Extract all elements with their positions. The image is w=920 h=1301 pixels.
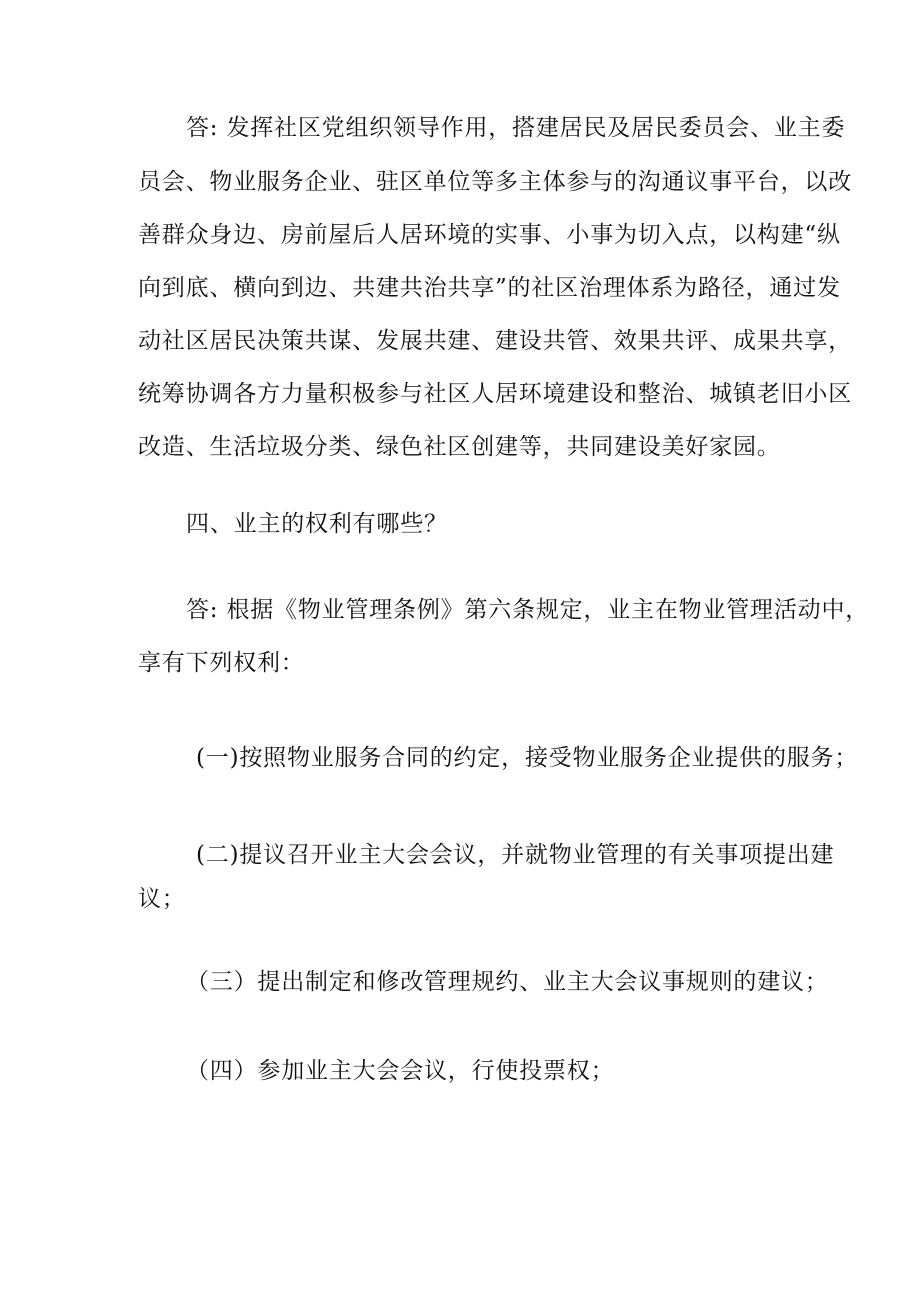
paragraph2-line1: 答: 根据《物业管理条例》第六条规定，业主在物业管理活动中，: [186, 597, 870, 623]
paragraph1-line4: 向到底、横向到边、共建共治共享”的社区治理体系为路径，通过发: [138, 275, 841, 301]
paragraph1-line7: 改造、生活垃圾分类、绿色社区创建等，共同建设美好家园。: [138, 434, 781, 460]
list-item-2-line1: (二)提议召开业主大会会议，并就物业管理的有关事项提出建: [196, 842, 835, 868]
section-heading: 四、业主的权利有哪些？: [186, 511, 448, 537]
paragraph1-line2: 员会、物业服务企业、驻区单位等多主体参与的沟通议事平台，以改: [138, 169, 852, 195]
list-item-4: （四）参加业主大会会议，行使投票权；: [186, 1058, 615, 1084]
paragraph2-line2: 享有下列权利：: [138, 650, 305, 676]
list-item-3: （三）提出制定和修改管理规约、业主大会议事规则的建议；: [186, 969, 829, 995]
paragraph1-line3: 善群众身边、房前屋后人居环境的实事、小事为切入点，以构建“纵: [138, 222, 841, 248]
list-item-1: (一)按照物业服务合同的约定，接受物业服务企业提供的服务；: [196, 745, 859, 771]
paragraph1-line5: 动社区居民决策共谋、发展共建、建设共管、效果共评、成果共享，: [138, 328, 852, 354]
list-item-2-line2: 议；: [138, 886, 186, 912]
paragraph1-line1: 答: 发挥社区党组织领导作用，搭建居民及居民委员会、业主委: [186, 115, 846, 141]
paragraph1-line6: 统筹协调各方力量积极参与社区人居环境建设和整治、城镇老旧小区: [138, 381, 852, 407]
